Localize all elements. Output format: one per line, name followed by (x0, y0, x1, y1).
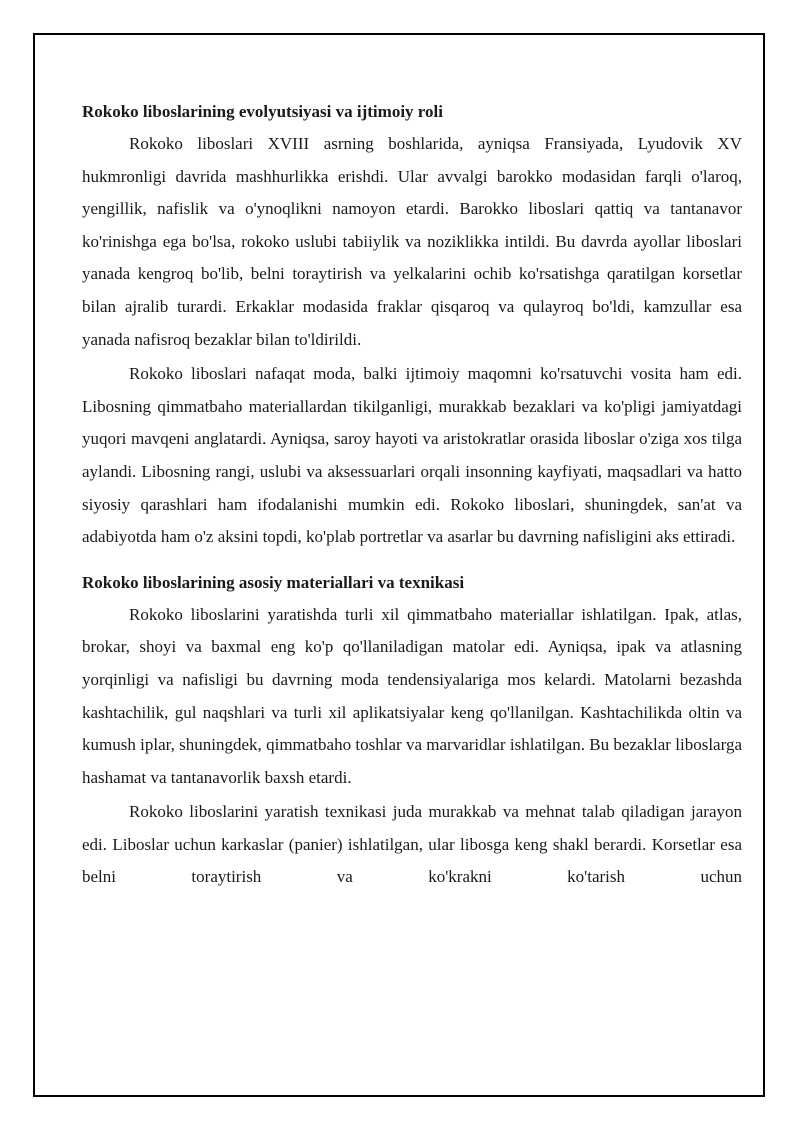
section-heading: Rokoko liboslarining asosiy materiallari va texnikasi (82, 572, 465, 592)
section-heading: Rokoko liboslarining evolyutsiyasi va ijtimoiy roli (82, 102, 443, 121)
document-body (82, 95, 742, 896)
paragraph: Rokoko liboslari nafaqat moda, balki ijtimoiy maqomni ko'rsatuvchi vosita ham edi. Libosning qimmatbaho materiallardan tikilganligi, murakkab bezaklari va ko'pligi jamiyatdagi yuqori mavqeni anglatardi. Ayniqsa, saroy hayoti va aristokratlar orasida liboslar o'ziga xos tilga aylandi. Libosning rangi, uslubi va aksessuarlari orqali insonning kayfiyati, maqsadlari va hatto siyosiy qarashlari ham ifodalanishi mumkin edi. Rokoko liboslari, shuningdek, san'at va adabiyotda ham o'z aksini topdi, ko'plab portretlar va asarlar bu davrning nafisligini aks ettiradi. (82, 364, 742, 547)
paragraph: Rokoko liboslarini yaratishda turli xil qimmatbaho materiallar ishlatilgan. Ipak, atlas, brokar, shoyi va baxmal eng ko'p qo'llaniladigan matolar edi. Ayniqsa, ipak va atlasning yorqinligi va nafisligi bu davrning moda tendensiyalariga mos kelardi. Matolarni bezashda kashtachilik, gul naqshlari va turli xil aplikatsiyalar keng qo'llanilgan. Kashtachilikda oltin va kumush iplar, shuningdek, qimmatbaho toshlar va marvaridlar ishlatilgan. Bu bezaklar liboslarga hashamat va tantanavorlik baxsh etardi. (82, 604, 742, 787)
paragraph: Rokoko liboslari XVIII asrning boshlarida, ayniqsa Fransiyada, Lyudovik XV hukmronligi davrida mashhurlikka erishdi. Ular avvalgi barokko modasidan farqli o'laroq, yengillik, nafislik va o'ynoqlikni namoyon etardi. Barokko liboslari qattiq va tantanavor ko'rinishga ega bo'lsa, rokoko uslubi tabiiylik va noziklikka intildi. Bu davrda ayollar liboslari yanada kengroq bo'lib, belni toraytirish va yelkalarini ochib ko'rsatishga qaratilgan korsetlar bilan ajralib turardi. Erkaklar modasida fraklar qisqaroq va qulayroq bo'ldi, kamzullar esa yanada nafisroq bezaklar bilan to'ldirildi. (82, 134, 742, 349)
paragraph: Rokoko liboslarini yaratish texnikasi juda murakkab va mehnat talab qiladigan jarayon edi. Liboslar uchun karkaslar (panier) ishlatilgan, ular libosga keng shakl berardi. Korsetlar esa belni toraytirish va ko'krakni ko'tarish uchun (82, 802, 742, 887)
